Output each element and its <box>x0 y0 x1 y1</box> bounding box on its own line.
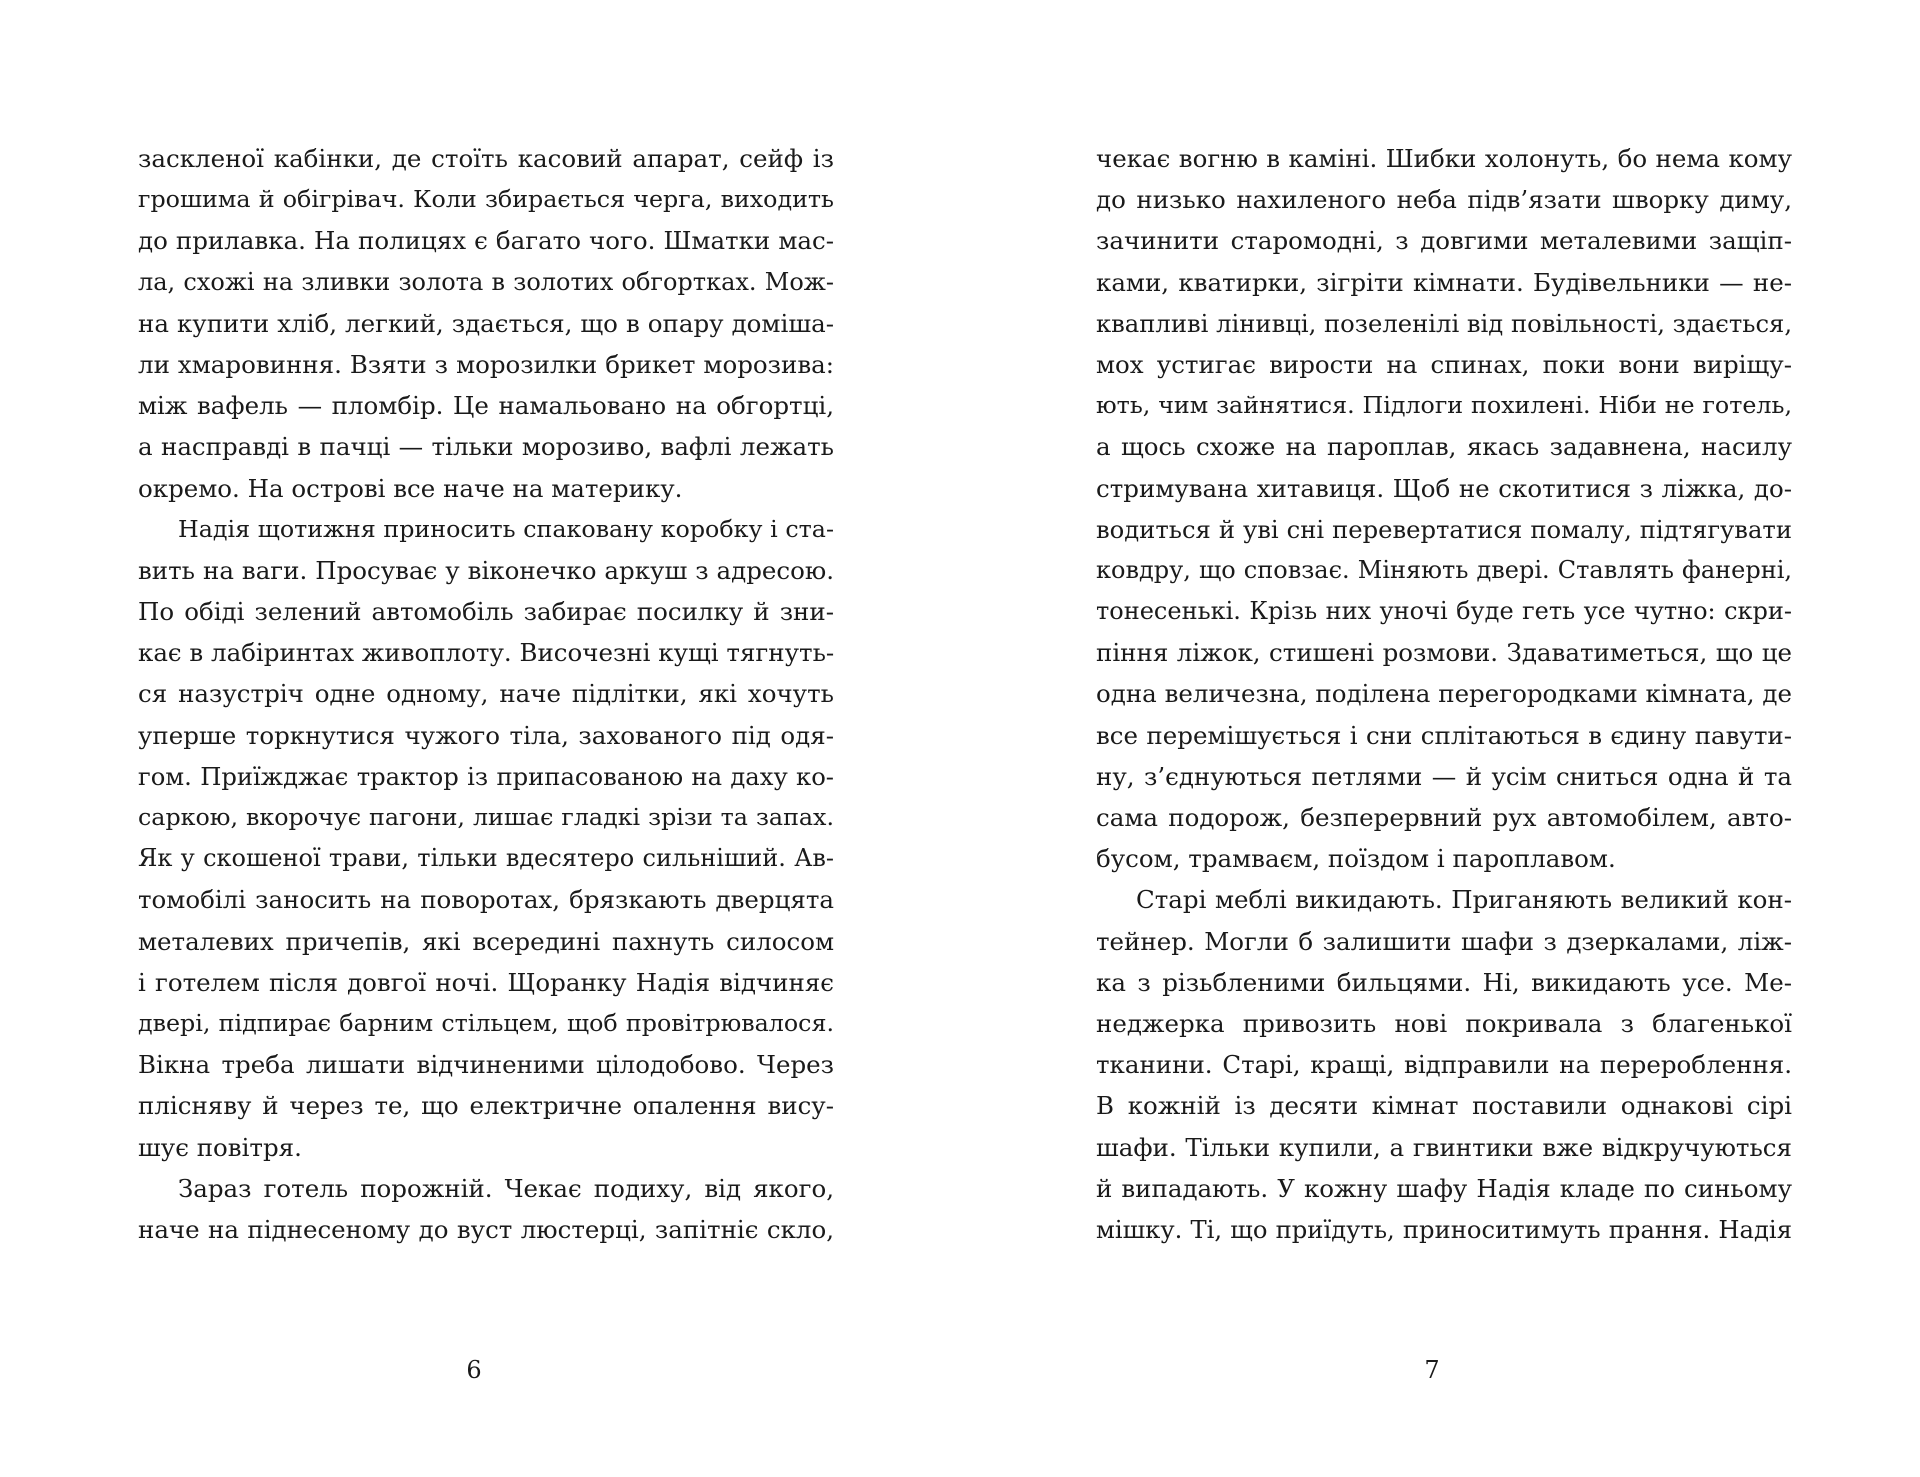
paragraph-first-line: Старі меблі викидають. Приганяють великий кон- <box>1136 885 1792 915</box>
text-line: тейнер. Могли б залишити шафи з дзеркалами, ліж- <box>1096 926 1792 956</box>
text-line: ла, схожі на зливки золота в золотих обгортках. Мож- <box>138 267 834 296</box>
text-line: грошима й обігрівач. Коли збирається черга, виходить <box>138 185 834 214</box>
right-page <box>960 0 1920 1477</box>
text-line: а насправді в пачці — тільки морозиво, вафлі лежать <box>138 432 834 462</box>
text-line: гом. Приїжджає трактор із припасованою на даху ко- <box>138 761 834 791</box>
text-line: двері, підпирає барним стільцем, щоб провітрювалося. <box>138 1008 834 1037</box>
text-line: шує повітря. <box>138 1132 302 1162</box>
text-line: металевих причепів, які всередині пахнуть силосом <box>138 926 834 956</box>
text-line: водиться й уві сні перевертатися помалу, підтягувати <box>1096 514 1792 544</box>
text-line: окремо. На острові все наче на материку. <box>138 473 683 503</box>
text-line: уперше торкнутися чужого тіла, захованого під одя- <box>138 720 834 750</box>
text-line: а щось схоже на пароплав, якась задавнена, насилу <box>1096 432 1792 462</box>
text-line: чекає вогню в каміні. Шибки холонуть, бо нема кому <box>1096 144 1792 173</box>
text-line: тонесенькі. Крізь них уночі буде геть усе чутно: скри- <box>1096 597 1792 626</box>
page-number: 6 <box>466 1356 482 1384</box>
text-line: кає в лабіринтах живоплоту. Височезні кущі тягнуть- <box>138 638 835 668</box>
text-line: піння ліжок, стишені розмови. Здаватиметься, що це <box>1096 638 1792 668</box>
left-page-text <box>138 138 834 1250</box>
text-line: квапливі лінивці, позеленілі від повільності, здається, <box>1096 308 1793 338</box>
text-line: томобілі заносить на поворотах, брязкають дверцята <box>138 885 834 915</box>
text-line: на купити хліб, легкий, здається, що в опару домішa- <box>138 308 834 338</box>
text-line: саркою, вкорочує пагони, лишає гладкі зрізи та запах. <box>138 803 834 831</box>
text-line: й випадають. У кожну шафу Надія кладе по синьому <box>1096 1173 1792 1203</box>
text-line: мох устигає вирости на спинах, поки вони виріщу- <box>1096 349 1792 379</box>
text-line: мішку. Ті, що приїдуть, приноситимуть прання. Надія <box>1096 1214 1792 1244</box>
text-line: ють, чим зайнятися. Підлоги похилені. Ніби не готель, <box>1096 391 1792 420</box>
text-line: По обіді зелений автомобіль забирає посилку й зни- <box>138 597 834 627</box>
text-line: до прилавка. На полицях є багато чого. Шматки мас- <box>138 226 834 256</box>
text-line: плісняву й через те, що електричне опалення вису- <box>138 1091 834 1121</box>
text-line: бусом, трамваєм, поїздом і пароплавом. <box>1096 844 1616 874</box>
text-line: шафи. Тільки купили, а гвинтики вже відкручуються <box>1096 1132 1792 1162</box>
text-line: сама подорож, безперервний рух автомобілем, авто- <box>1096 803 1792 832</box>
text-line: тканини. Старі, кращі, відправили на перероблення. <box>1096 1050 1792 1080</box>
text-line: і готелем після довгої ночі. Щоранку Надія відчиняє <box>138 967 834 997</box>
text-line: ли хмаровиння. Взяти з морозилки брикет морозива: <box>138 349 834 379</box>
text-line: ковдру, що сповзає. Міняють двері. Ставлять фанерні, <box>1096 555 1792 584</box>
text-line: ка з різьбленими бильцями. Ні, викидають усе. Ме- <box>1096 967 1792 997</box>
text-line: вить на ваги. Просуває у віконечко аркуш з адресою. <box>138 555 834 585</box>
text-line: одна величезна, поділена перегородками кімната, де <box>1096 679 1792 709</box>
paragraph-first-line: Надія щотижня приносить спаковану коробку і ста- <box>178 514 834 543</box>
text-line: В кожній із десяти кімнат поставили однакові сірі <box>1096 1091 1792 1121</box>
text-line: ну, з’єднуються петлями — й усім сниться одна й та <box>1096 761 1792 791</box>
paragraph-first-line: Зараз готель порожній. Чекає подиху, від якого, <box>178 1173 834 1203</box>
text-line: заскленої кабінки, де стоїть касовий апарат, сейф із <box>138 144 834 173</box>
text-line: ками, кватирки, зігріти кімнати. Будівельники — не- <box>1096 267 1792 297</box>
text-line: неджерка привозить нові покривала з благенької <box>1096 1008 1792 1038</box>
text-line: Як у скошеної трави, тільки вдесятеро сильніший. Ав- <box>138 844 834 873</box>
text-line: наче на піднесеному до вуст люстерці, запітніє скло, <box>138 1214 834 1244</box>
text-line: ся назустріч одне одному, наче підлітки, які хочуть <box>138 679 834 709</box>
text-line: все перемішується і сни сплітаються в єдину павути- <box>1096 720 1792 750</box>
text-line: до низько нахиленого неба підв’язати шворку диму, <box>1096 185 1792 215</box>
text-line: Вікна треба лишати відчиненими цілодобово. Через <box>138 1050 834 1080</box>
right-page-text <box>1096 138 1792 1250</box>
text-line: зачинити старомодні, з довгими металевими защіп- <box>1096 226 1792 256</box>
page-number: 7 <box>1424 1356 1440 1384</box>
text-line: стримувана хитавиця. Щоб не скотитися з ліжка, до- <box>1096 473 1792 503</box>
text-line: між вафель — пломбір. Це намальовано на обгортці, <box>138 391 834 421</box>
